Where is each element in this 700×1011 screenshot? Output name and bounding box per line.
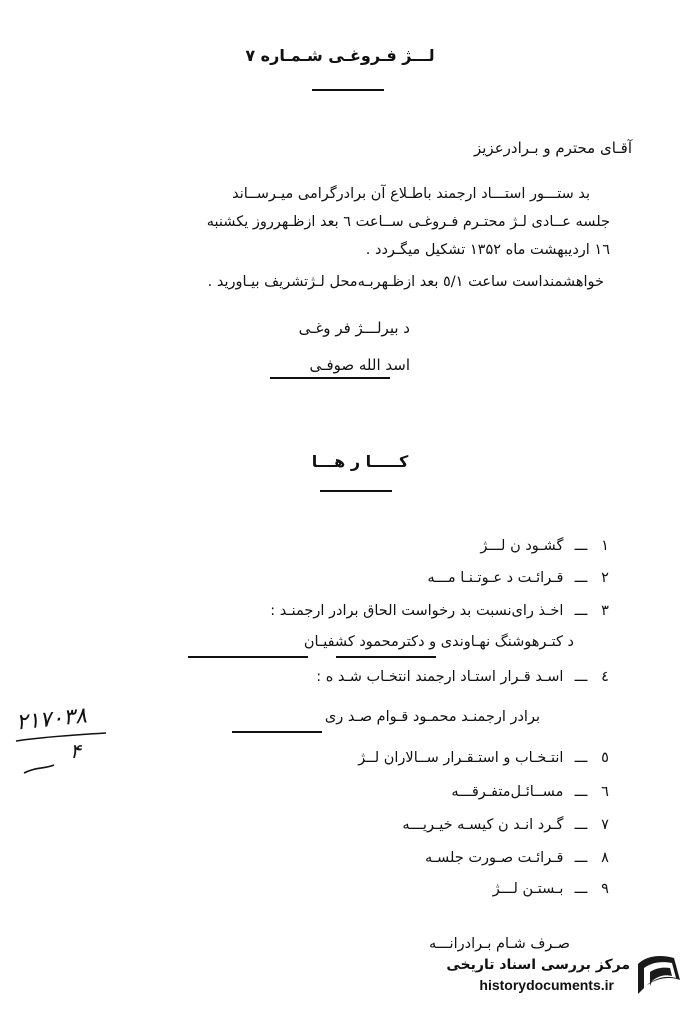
watermark-title: مرکز بررسی اسناد تاریخی	[446, 957, 630, 973]
agenda-item-text: مســائـل‌متفـرقـــه	[451, 784, 564, 800]
agenda-item-number: ۹	[601, 881, 609, 897]
agenda-item-text: اسـد قـرار استـاد ارجمند انتخـاب شـد ه :	[316, 669, 564, 685]
master-name: برادر ارجمنـد محمـود قـوام صـد ری	[324, 709, 540, 725]
agenda-item: ۷ـــ گـرد انـد ن کیسـه خیـریـــه	[402, 817, 616, 833]
handwritten-number-text: ۲۱۷۰۳۸	[14, 703, 89, 736]
agenda-item-text: اخـذ رای‌نسبت بد رخواست الحاق برادر ارجمنـد :	[270, 603, 564, 619]
letter-line-3: ۱٦ اردیبهشت ماه ۱۳۵۲ تشکیل میگـردد .	[365, 242, 610, 258]
agenda-item-text: قـرائـت صـورت جلسـه	[425, 850, 564, 866]
agenda-item: ۲ـــ قـرائـت د عـوتـنـا مـــه	[427, 570, 616, 586]
candidate-2-underline	[188, 656, 308, 658]
agenda-item: ٥ـــ انتـخـاب و استـقـرار ســالاران لــژ	[358, 750, 616, 766]
letter-line-2: جلسه عــادی لـژ محتـرم فـروغـی ســاعت ٦ بعد ازظـهرروز یکشنبه	[206, 214, 610, 230]
signature-underline	[270, 377, 390, 379]
agenda-item-text: انتـخـاب و استـقـرار ســالاران لــژ	[358, 750, 564, 766]
agenda-item-text: بـستـن لـــژ	[492, 881, 564, 897]
handwritten-strokes	[12, 707, 112, 787]
candidate-1-underline	[336, 656, 436, 658]
signature-name: اسد الله صوفـی	[309, 356, 410, 374]
agenda-item-text: قـرائـت د عـوتـنـا مـــه	[427, 570, 564, 586]
letter-line-4: خواهشمنداست ساعت ٥/۱ بعد ازظـهربـه‌محل لـژتشریف بیـاورید .	[207, 274, 604, 290]
agenda-item: ۱ـــ گشـود ن لـــژ	[480, 538, 616, 554]
agenda-heading: کـــــا ر هـــا	[311, 452, 409, 471]
agenda-item: ٤ـــ اسـد قـرار استـاد ارجمند انتخـاب شـد ه :	[316, 669, 616, 685]
letter-line-1: بد ستـــور استـــاد ارجمند باطـلاع آن برادرگرامی میـرســاند	[232, 186, 590, 202]
agenda-item: ٦ـــ مســائـل‌متفـرقـــه	[451, 784, 616, 800]
candidate-names: د کتـرهوشنگ نهـاوندی و دکترمحمود کشفیـان	[303, 634, 574, 650]
signature-title: د بیرلـــژ فر وغـی	[298, 319, 410, 337]
handwritten-sub-text: ۴	[70, 739, 81, 763]
dinner-note: صـرف شـام بـرادرانـــه	[429, 936, 570, 952]
handwritten-archive-number	[12, 703, 112, 787]
title-underline	[312, 89, 384, 91]
archive-logo-icon	[630, 950, 686, 1000]
document-title: لـــژ فـروغـی شـمـاره ۷	[245, 46, 435, 65]
agenda-item-number: ۸	[601, 850, 609, 866]
master-name-underline	[232, 731, 322, 733]
agenda-item-number: ۷	[601, 817, 609, 833]
agenda-item: ۹ـــ بـستـن لـــژ	[493, 881, 616, 897]
agenda-item: ۸ـــ قـرائـت صـورت جلسـه	[425, 850, 616, 866]
agenda-item-number: ٦	[601, 784, 609, 800]
agenda-item-number: ۱	[601, 538, 609, 554]
agenda-item-text: گشـود ن لـــژ	[480, 538, 564, 554]
agenda-item-number: ٤	[601, 669, 609, 685]
greeting: آقـای محترم و بـرادرعزیز	[473, 139, 632, 157]
agenda-item: ۳ـــ اخـذ رای‌نسبت بد رخواست الحاق برادر ارجمنـد :	[270, 603, 616, 619]
agenda-item-text: گـرد انـد ن کیسـه خیـریـــه	[402, 817, 564, 833]
watermark-url: historydocuments.ir	[479, 977, 614, 993]
agenda-item-number: ۳	[601, 603, 609, 619]
agenda-item-number: ٥	[601, 750, 609, 766]
agenda-item-number: ۲	[601, 570, 609, 586]
agenda-underline	[320, 490, 392, 492]
